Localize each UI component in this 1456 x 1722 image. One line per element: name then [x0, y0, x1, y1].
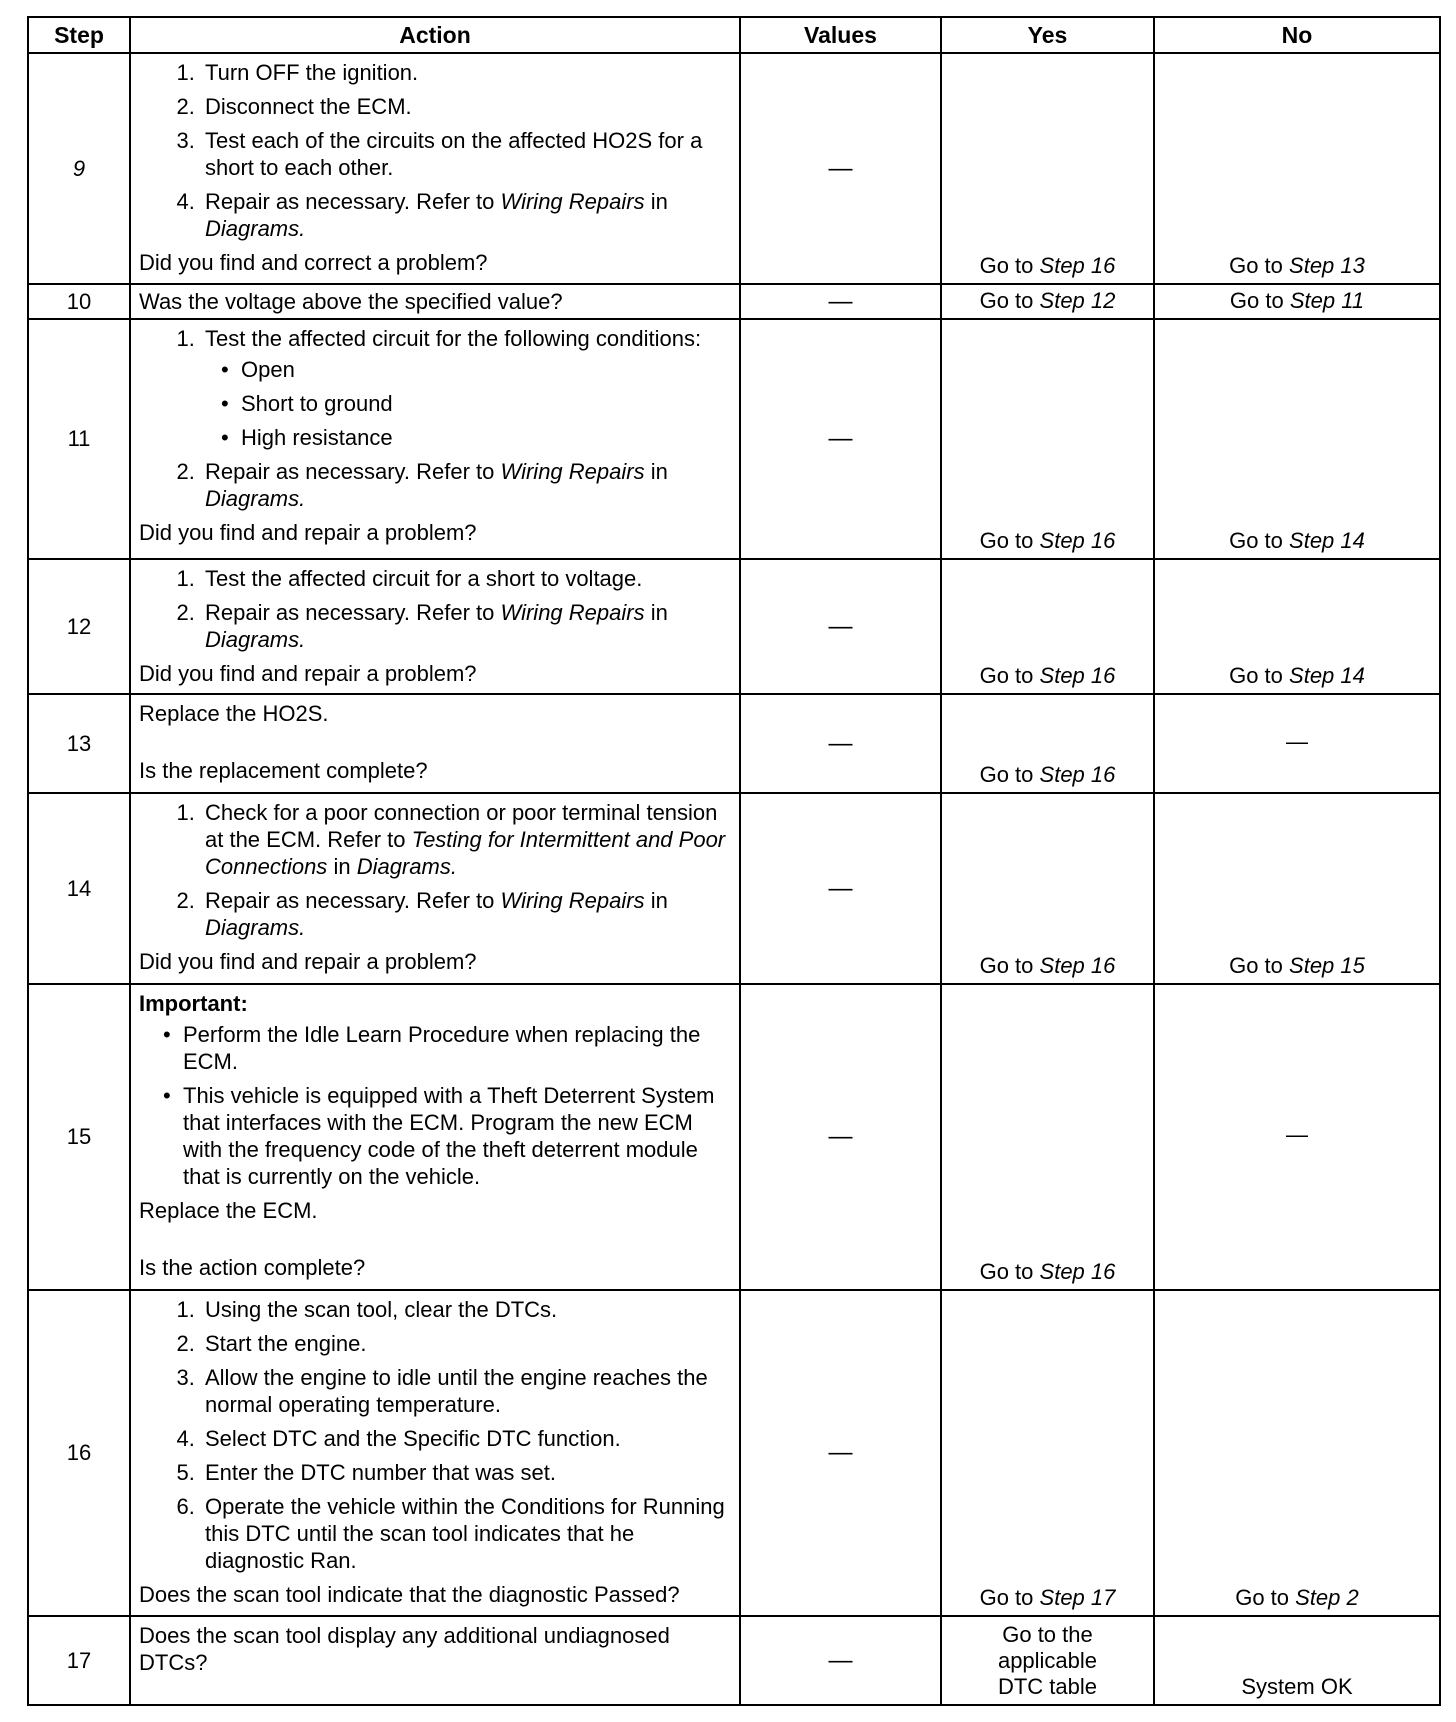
header-yes: Yes: [941, 17, 1154, 53]
step-number: 13: [28, 694, 130, 793]
header-no: No: [1154, 17, 1440, 53]
important-label: Important:: [139, 991, 248, 1017]
action-cell: [130, 984, 740, 1290]
action-question: Did you find and repair a problem?: [139, 520, 477, 546]
condition-item: • High resistance: [241, 424, 733, 451]
step-number: 14: [28, 793, 130, 984]
header-values: Values: [740, 17, 941, 53]
action-item: 3. Allow the engine to idle until the engine reaches the normal operating temperature.: [201, 1364, 733, 1418]
table-row: [28, 53, 1440, 284]
action-item: 1. Using the scan tool, clear the DTCs.: [201, 1296, 733, 1323]
step-number: 9: [28, 53, 130, 284]
action-item: 2. Repair as necessary. Refer to Wiring Repairs in Diagrams.: [201, 458, 733, 512]
action-cell: [130, 694, 740, 793]
header-row: [28, 17, 1440, 53]
yes-cell: Go to Step 16: [941, 793, 1154, 984]
table-row: [28, 319, 1440, 558]
action-text: Replace the ECM.: [139, 1198, 318, 1224]
values-cell: —: [740, 694, 941, 793]
action-item: 2. Repair as necessary. Refer to Wiring Repairs in Diagrams.: [201, 887, 733, 941]
step-number: 16: [28, 1290, 130, 1617]
action-cell: [130, 793, 740, 984]
yes-cell: Go to Step 17: [941, 1290, 1154, 1617]
action-item: 4. Select DTC and the Specific DTC function.: [201, 1425, 733, 1452]
no-cell: —: [1154, 984, 1440, 1290]
action-item: 4. Repair as necessary. Refer to Wiring Repairs in Diagrams.: [201, 188, 733, 242]
no-cell: Go to Step 14: [1154, 319, 1440, 558]
action-item: 2. Disconnect the ECM.: [201, 93, 733, 120]
action-question: Did you find and repair a problem?: [139, 949, 477, 974]
action-item: 1. Test the affected circuit for a short to voltage.: [201, 565, 733, 592]
action-item: 1. Test the affected circuit for the following conditions: • Open • Short to ground • High resistance: [201, 325, 733, 451]
table-row: [28, 984, 1440, 1290]
condition-item: • Open: [241, 356, 733, 383]
yes-cell: Go to Step 16: [941, 559, 1154, 695]
action-item: 1. Check for a poor connection or poor terminal tension at the ECM. Refer to Testing for Intermittent and Poor Connections in Diagrams.: [201, 799, 733, 880]
table-row: [28, 1616, 1440, 1705]
action-item: 5. Enter the DTC number that was set.: [201, 1459, 733, 1486]
important-item: • Perform the Idle Learn Procedure when replacing the ECM.: [183, 1021, 733, 1075]
important-item: • This vehicle is equipped with a Theft Deterrent System that interfaces with the ECM. Program the new ECM with the frequency code of the theft deterrent module that is currently on the vehicle.: [183, 1082, 733, 1190]
action-question: Does the scan tool indicate that the diagnostic Passed?: [139, 1581, 680, 1607]
table-row: [28, 284, 1440, 319]
action-cell: [130, 284, 740, 319]
action-cell: [130, 559, 740, 695]
no-cell: Go to Step 13: [1154, 53, 1440, 284]
step-number: 12: [28, 559, 130, 695]
action-question: Is the action complete?: [139, 1255, 366, 1281]
table-row: [28, 559, 1440, 695]
action-cell: [130, 1616, 740, 1705]
no-cell: Go to Step 11: [1154, 284, 1440, 319]
action-cell: [130, 1290, 740, 1617]
values-cell: —: [740, 984, 941, 1290]
values-cell: —: [740, 319, 941, 558]
yes-cell: Go to Step 16: [941, 319, 1154, 558]
values-cell: —: [740, 53, 941, 284]
values-cell: —: [740, 559, 941, 695]
yes-cell: Go to Step 12: [941, 284, 1154, 319]
condition-item: • Short to ground: [241, 390, 733, 417]
action-question: Was the voltage above the specified value?: [139, 289, 563, 315]
table-row: [28, 1290, 1440, 1617]
step-number: 10: [28, 284, 130, 319]
action-item: 2. Repair as necessary. Refer to Wiring Repairs in Diagrams.: [201, 599, 733, 653]
table-row: [28, 793, 1440, 984]
action-question: Did you find and repair a problem?: [139, 660, 477, 686]
header-action: Action: [130, 17, 740, 53]
action-question: Did you find and correct a problem?: [139, 250, 488, 275]
no-cell: Go to Step 2: [1154, 1290, 1440, 1617]
table-row: [28, 694, 1440, 793]
action-item: 6. Operate the vehicle within the Conditions for Running this DTC until the scan tool indicates that he diagnostic Ran.: [201, 1493, 733, 1574]
values-cell: —: [740, 1616, 941, 1705]
no-cell: System OK: [1154, 1616, 1440, 1705]
no-cell: Go to Step 14: [1154, 559, 1440, 695]
yes-cell: Go to Step 16: [941, 694, 1154, 793]
values-cell: —: [740, 284, 941, 319]
yes-cell: Go to Step 16: [941, 53, 1154, 284]
action-item: 2. Start the engine.: [201, 1330, 733, 1357]
yes-cell: Go to the applicable DTC table: [941, 1616, 1154, 1705]
values-cell: —: [740, 793, 941, 984]
values-cell: —: [740, 1290, 941, 1617]
action-question: Is the replacement complete?: [139, 758, 428, 784]
no-cell: —: [1154, 694, 1440, 793]
step-number: 15: [28, 984, 130, 1290]
yes-cell: Go to Step 16: [941, 984, 1154, 1290]
action-question: Does the scan tool display any additional undiagnosed DTCs?: [139, 1623, 670, 1676]
action-cell: [130, 53, 740, 284]
action-item: 1. Turn OFF the ignition.: [201, 59, 733, 86]
action-text: Replace the HO2S.: [139, 701, 329, 727]
action-item: 3. Test each of the circuits on the affected HO2S for a short to each other.: [201, 127, 733, 181]
diagnostic-table: [27, 16, 1441, 1706]
action-cell: [130, 319, 740, 558]
step-number: 17: [28, 1616, 130, 1705]
no-cell: Go to Step 15: [1154, 793, 1440, 984]
header-step: Step: [28, 17, 130, 53]
step-number: 11: [28, 319, 130, 558]
